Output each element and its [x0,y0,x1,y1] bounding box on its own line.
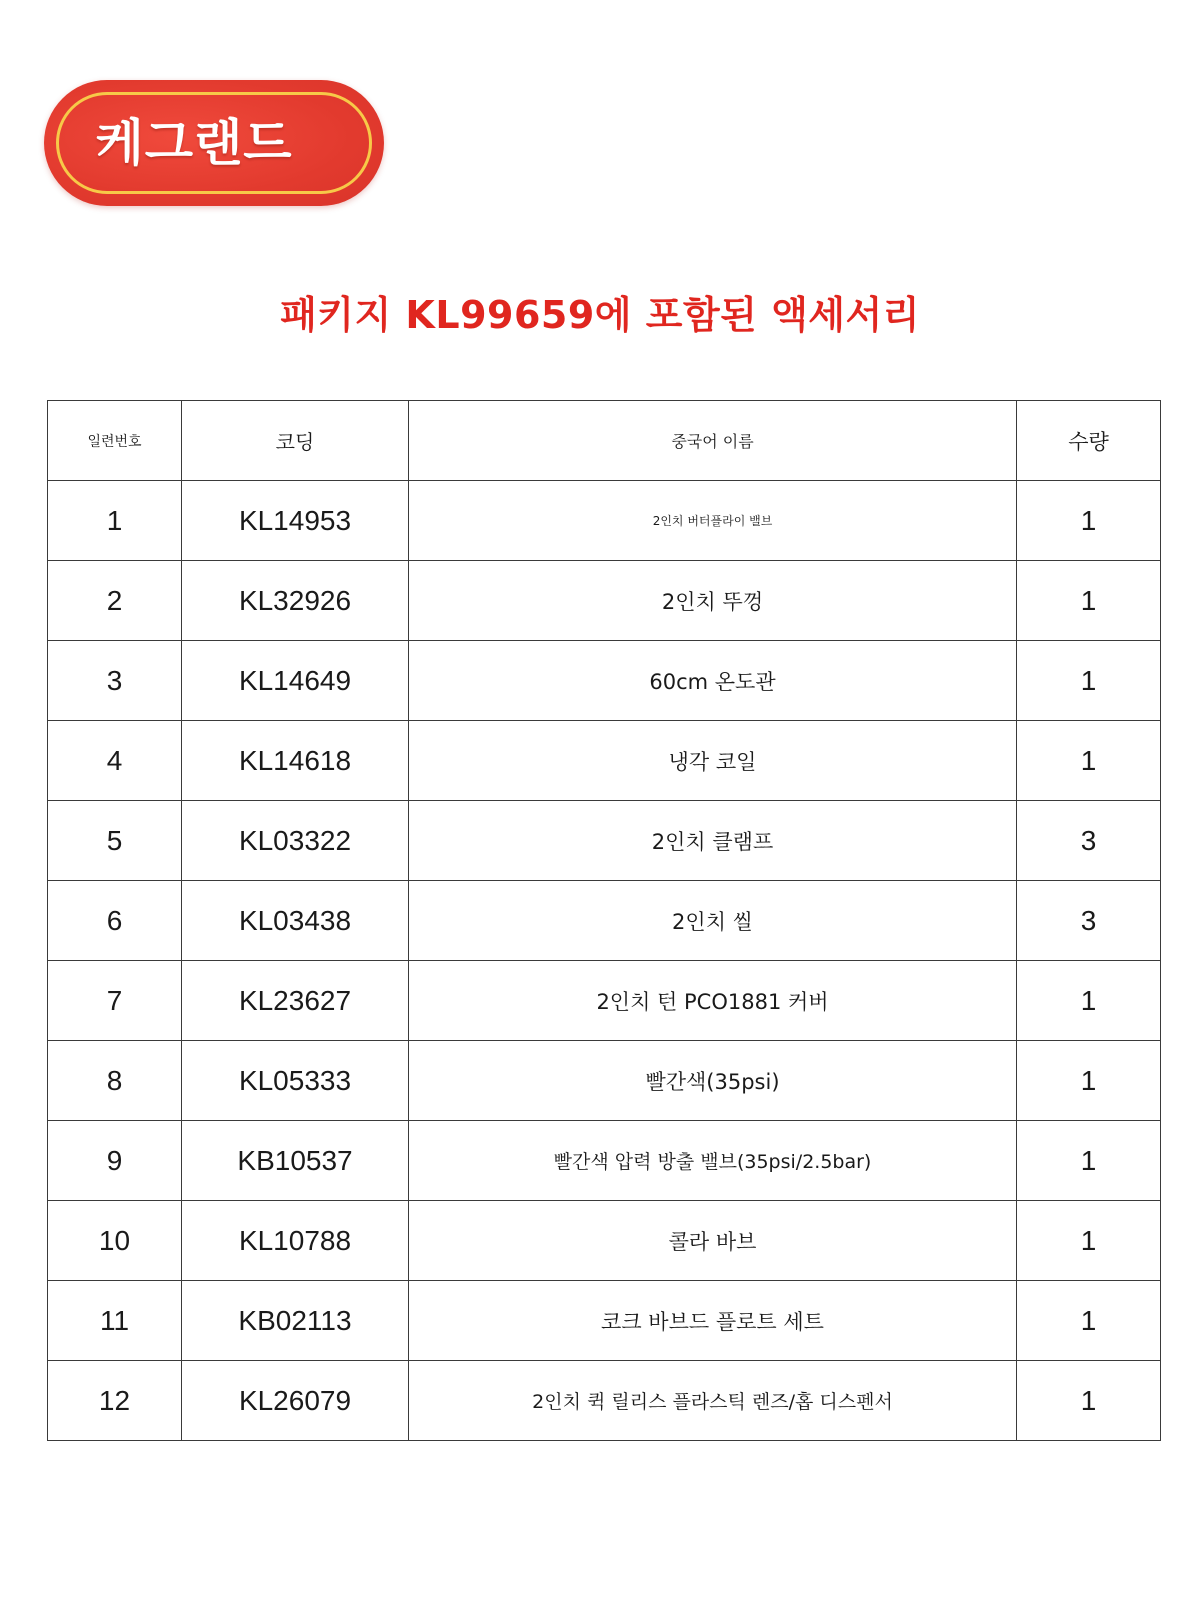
row-code: KL26079 [182,1361,409,1441]
row-code: KB10537 [182,1121,409,1201]
table-header-row [48,401,1161,481]
row-name: 2인치 턴 PCO1881 커버 [409,961,1017,1041]
table-row [48,721,1161,801]
table-row [48,1361,1161,1441]
row-quantity: 1 [1017,721,1161,801]
row-code: KL10788 [182,1201,409,1281]
row-name: 코크 바브드 플로트 세트 [409,1281,1017,1361]
row-serial-number: 6 [48,881,182,961]
row-quantity: 1 [1017,961,1161,1041]
table-row [48,1121,1161,1201]
row-quantity: 1 [1017,1041,1161,1121]
row-name: 60cm 온도관 [409,641,1017,721]
table-row [48,641,1161,721]
row-quantity: 1 [1017,1361,1161,1441]
row-code: KL14953 [182,481,409,561]
row-name: 2인치 클램프 [409,801,1017,881]
row-name: 냉각 코일 [409,721,1017,801]
row-code: KL03322 [182,801,409,881]
row-name: 콜라 바브 [409,1201,1017,1281]
row-serial-number: 2 [48,561,182,641]
row-serial-number: 7 [48,961,182,1041]
row-name: 2인치 씰 [409,881,1017,961]
row-code: KL14618 [182,721,409,801]
table-row [48,801,1161,881]
table-row [48,1281,1161,1361]
row-quantity: 1 [1017,1281,1161,1361]
accessories-table [47,400,1161,1441]
row-code: KL14649 [182,641,409,721]
table-row [48,961,1161,1041]
row-serial-number: 12 [48,1361,182,1441]
header-serial-number: 일련번호 [48,401,182,481]
row-serial-number: 1 [48,481,182,561]
table-row [48,881,1161,961]
header-code: 코딩 [182,401,409,481]
table-row [48,1041,1161,1121]
brand-name: 케그랜드 [95,114,293,172]
page-title: 패키지 KL99659에 포함된 액세서리 [280,293,920,337]
row-quantity: 1 [1017,1201,1161,1281]
row-name: 2인치 버터플라이 밸브 [409,481,1017,561]
row-quantity: 1 [1017,481,1161,561]
row-serial-number: 10 [48,1201,182,1281]
row-name: 2인치 퀵 릴리스 플라스틱 렌즈/홉 디스펜서 [409,1361,1017,1441]
row-serial-number: 9 [48,1121,182,1201]
row-code: KL03438 [182,881,409,961]
header-quantity: 수량 [1017,401,1161,481]
row-serial-number: 11 [48,1281,182,1361]
header-name: 중국어 이름 [409,401,1017,481]
table-row [48,1201,1161,1281]
row-code: KL32926 [182,561,409,641]
row-serial-number: 5 [48,801,182,881]
brand-badge [44,80,384,206]
row-quantity: 1 [1017,1121,1161,1201]
row-name: 빨간색(35psi) [409,1041,1017,1121]
row-quantity: 3 [1017,881,1161,961]
table-row [48,481,1161,561]
row-quantity: 1 [1017,561,1161,641]
row-serial-number: 8 [48,1041,182,1121]
table-row [48,561,1161,641]
row-code: KL05333 [182,1041,409,1121]
row-name: 빨간색 압력 방출 밸브(35psi/2.5bar) [409,1121,1017,1201]
row-name: 2인치 뚜껑 [409,561,1017,641]
row-quantity: 3 [1017,801,1161,881]
row-code: KL23627 [182,961,409,1041]
row-serial-number: 3 [48,641,182,721]
row-serial-number: 4 [48,721,182,801]
row-quantity: 1 [1017,641,1161,721]
row-code: KB02113 [182,1281,409,1361]
